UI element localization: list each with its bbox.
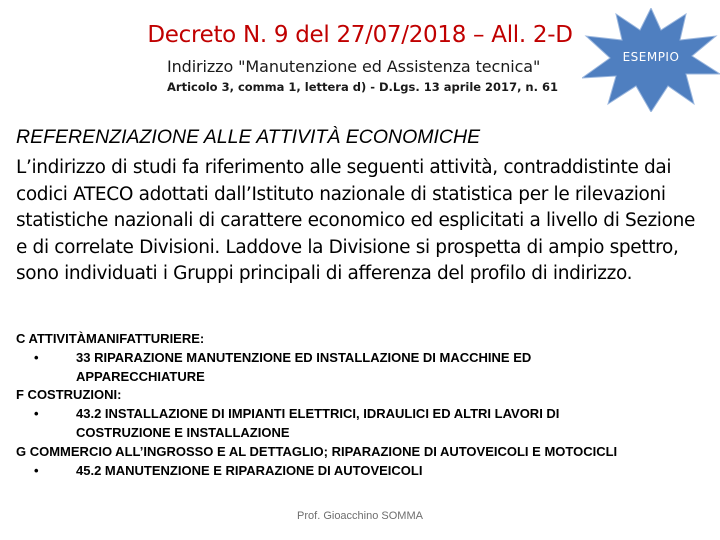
bullet-icon: • [34, 462, 39, 478]
bullet-icon: • [34, 349, 39, 365]
category-label: F COSTRUZIONI: [16, 387, 122, 403]
group-item [34, 405, 636, 443]
section-heading: REFERENZIAZIONE ALLE ATTIVITÀ ECONOMICHE [16, 126, 481, 148]
category-label: G COMMERCIO ALL’INGROSSO E AL DETTAGLIO; RIPARAZIONE DI AUTOVEICOLI E MOTOCICLI [16, 443, 618, 459]
group-text: 43.2 INSTALLAZIONE DI IMPIANTI ELETTRICI, IDRAULICI ED ALTRI LAVORI DI COSTRUZIONE E INSTALLAZIONE [76, 406, 560, 440]
slide-subtitle: Indirizzo "Manutenzione ed Assistenza tecnica" [167, 57, 541, 76]
group-list [16, 405, 716, 443]
ateco-categories [16, 330, 716, 480]
slide-title: Decreto N. 9 del 27/07/2018 – All. 2-D [147, 22, 573, 48]
group-list [16, 462, 716, 481]
bullet-icon: • [34, 406, 39, 422]
group-text: 33 RIPARAZIONE MANUTENZIONE ED INSTALLAZIONE DI MACCHINE ED APPARECCHIATURE [76, 349, 532, 384]
intro-paragraph: L’indirizzo di studi fa riferimento alle seguenti attività, contraddistinte dai codici ATECO adottati dall’Istituto nazionale di statistica per le rilevazioni statistiche nazionali di carattere economico ed esplicitati a livello di Sezione e di correlate Divisioni. Laddove la Divisione si prospetta di ampio spettro, sono individuati i Gruppi principali di afferenza del profilo di indirizzo. [16, 157, 695, 284]
group-text: 45.2 MANUTENZIONE E RIPARAZIONE DI AUTOVEICOLI [76, 462, 423, 478]
category-label: C ATTIVITÀMANIFATTURIERE: [16, 331, 205, 346]
example-badge [582, 8, 720, 112]
legal-reference: Articolo 3, comma 1, lettera d) - D.Lgs. 13 aprile 2017, n. 61 [167, 80, 558, 94]
group-item [34, 462, 636, 481]
footer-author: Prof. Gioacchino SOMMA [297, 510, 423, 522]
group-list [16, 349, 716, 387]
group-item [34, 349, 636, 387]
badge-label: ESEMPIO [622, 50, 680, 64]
